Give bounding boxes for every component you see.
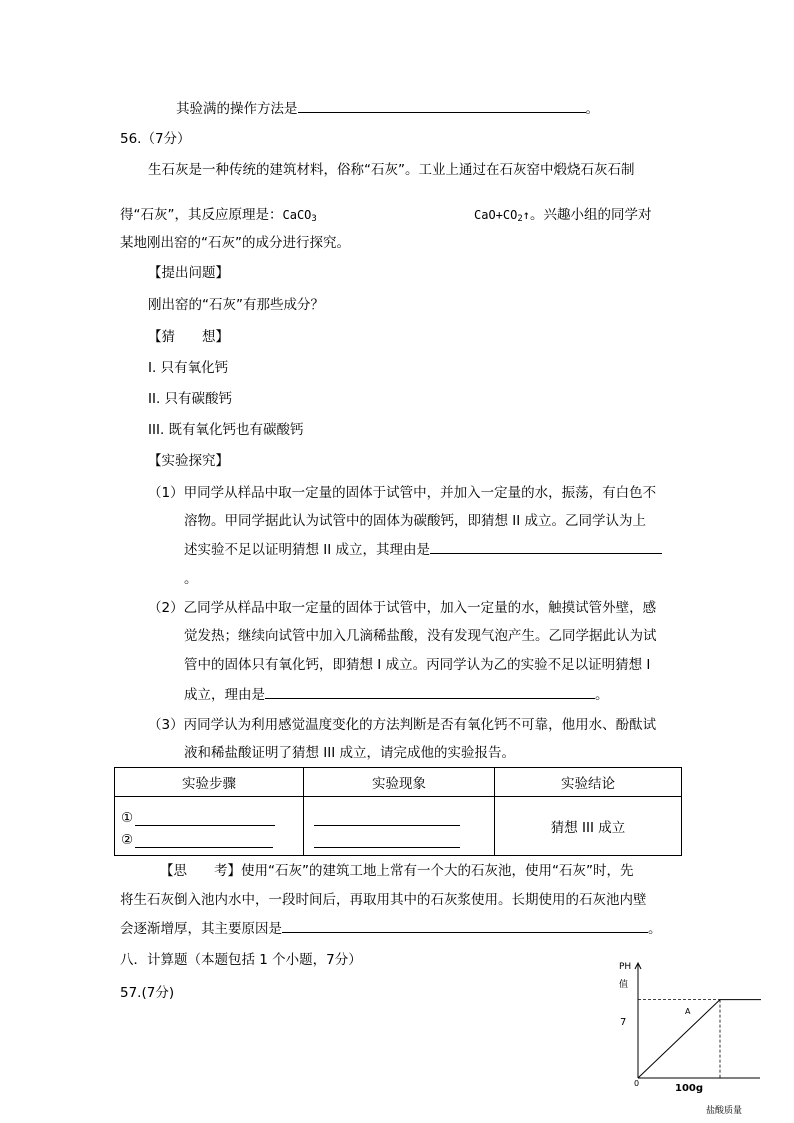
method-blank[interactable] bbox=[298, 100, 586, 113]
guess-2: II. 只有碳酸钙 bbox=[148, 391, 233, 407]
part2-line4 bbox=[184, 686, 609, 704]
part2-end: 。 bbox=[595, 687, 609, 703]
intro2-tail: 。兴趣小组的同学对 bbox=[530, 207, 652, 223]
conclusion-cell: 猜想 III 成立 bbox=[495, 797, 682, 856]
y-axis-label-bottom: 值 bbox=[619, 980, 629, 990]
part2-reason-label: 成立，理由是 bbox=[184, 687, 265, 703]
think-line2: 将生石灰倒入池内水中，一段时间后，再取用其中的石灰浆使用。长期使用的石灰池内壁 bbox=[120, 892, 647, 908]
part3-line2: 液和稀盐酸证明了猜想 III 成立，请完成他的实验报告。 bbox=[184, 745, 516, 761]
y-tick-label: 7 bbox=[620, 1017, 627, 1028]
method-label: 其验满的操作方法是 bbox=[176, 101, 298, 117]
part3-line1: （3）丙同学认为利用感觉温度变化的方法判断是否有氧化钙不可靠，他用水、酚酞试 bbox=[148, 717, 657, 733]
intro2-text: 得“石灰”，其反应原理是： bbox=[120, 207, 283, 223]
phenomena-cell bbox=[304, 797, 495, 856]
header-conclusion: 实验结论 bbox=[495, 768, 682, 797]
phenomenon-1-row bbox=[304, 804, 494, 826]
q56-intro-line3: 某地刚出窑的“石灰”的成分进行探究。 bbox=[120, 235, 350, 251]
phenomenon-2-row bbox=[304, 826, 494, 848]
heading-guess: 【猜 想】 bbox=[148, 329, 229, 345]
part2-line1: （2）乙同学从样品中取一定量的固体于试管中，加入一定量的水，触摸试管外壁，感 bbox=[148, 600, 657, 616]
table-row bbox=[115, 797, 682, 856]
step-2-blank[interactable] bbox=[135, 833, 273, 848]
header-phenomena: 实验现象 bbox=[304, 768, 495, 797]
y-axis-label-top: PH bbox=[619, 962, 632, 972]
table-header-row bbox=[115, 768, 682, 797]
formula-products: $CaO+CO_2↑$ bbox=[474, 208, 531, 224]
q56-intro-line2-right bbox=[474, 206, 652, 228]
question-text: 刚出窑的“石灰”有那些成分？ bbox=[148, 297, 324, 313]
x-axis-label: 盐酸质量 bbox=[706, 1106, 743, 1116]
method-line bbox=[176, 100, 599, 118]
phenomenon-1-blank[interactable] bbox=[314, 811, 460, 826]
origin-label: 0 bbox=[634, 1079, 640, 1088]
part1-line1: （1）甲同学从样品中取一定量的固体于试管中，并加入一定量的水，振荡，有白色不 bbox=[148, 485, 657, 501]
guess-3: III. 既有氧化钙也有碳酸钙 bbox=[148, 422, 304, 438]
guess-1: I. 只有氧化钙 bbox=[148, 360, 229, 376]
phenomenon-2-blank[interactable] bbox=[314, 833, 460, 848]
x-tick-label: 100g bbox=[675, 1083, 704, 1094]
step-1-row bbox=[115, 804, 303, 826]
heading-question: 【提出问题】 bbox=[148, 265, 229, 281]
q56-number: 56.（7分） bbox=[120, 131, 191, 147]
think-reason-blank[interactable] bbox=[282, 920, 648, 933]
part1-reason-blank[interactable] bbox=[430, 541, 662, 554]
step-2-row bbox=[115, 826, 303, 848]
method-end: 。 bbox=[585, 101, 599, 117]
steps-cell bbox=[115, 797, 304, 856]
part1-line3 bbox=[184, 541, 662, 559]
q56-intro-line1: 生石灰是一种传统的建筑材料，俗称“石灰”。工业上通过在石灰窑中煅烧石灰石制 bbox=[148, 162, 635, 178]
step-2-marker: ② bbox=[121, 832, 134, 848]
section-8-heading: 八．计算题（本题包括 1 个小题，7分） bbox=[120, 952, 362, 968]
header-steps: 实验步骤 bbox=[115, 768, 304, 797]
point-a-label: A bbox=[685, 1007, 691, 1016]
think-reason-label: 会逐渐增厚，其主要原因是 bbox=[120, 921, 282, 937]
heading-explore: 【实验探究】 bbox=[148, 453, 229, 469]
part1-reason-label: 述实验不足以证明猜想 II 成立，其理由是 bbox=[184, 542, 431, 558]
step-1-blank[interactable] bbox=[135, 811, 275, 826]
part1-line4: 。 bbox=[184, 571, 198, 587]
q56-intro-line2-left bbox=[120, 206, 317, 228]
part2-reason-blank[interactable] bbox=[265, 686, 595, 699]
experiment-report-table bbox=[114, 767, 682, 856]
formula-reactant: CaCO$_3$ bbox=[282, 208, 317, 224]
q57-number: 57.(7分) bbox=[120, 985, 175, 1001]
part2-line3: 管中的固体只有氧化钙，即猜想 I 成立。丙同学认为乙的实验不足以证明猜想 I bbox=[184, 657, 651, 673]
ph-series-line bbox=[638, 1000, 761, 1078]
think-line3 bbox=[120, 920, 662, 938]
think-line1: 【思 考】使用“石灰”的建筑工地上常有一个大的石灰池，使用“石灰”时，先 bbox=[160, 863, 634, 879]
think-end: 。 bbox=[648, 921, 662, 937]
part1-line2: 溶物。甲同学据此认为试管中的固体为碳酸钙，即猜想 II 成立。乙同学认为上 bbox=[184, 513, 647, 529]
step-1-marker: ① bbox=[121, 810, 134, 826]
part2-line2: 觉发热；继续向试管中加入几滴稀盐酸，没有发现气泡产生。乙同学据此认为试 bbox=[184, 628, 657, 644]
ph-chart bbox=[612, 954, 772, 1120]
